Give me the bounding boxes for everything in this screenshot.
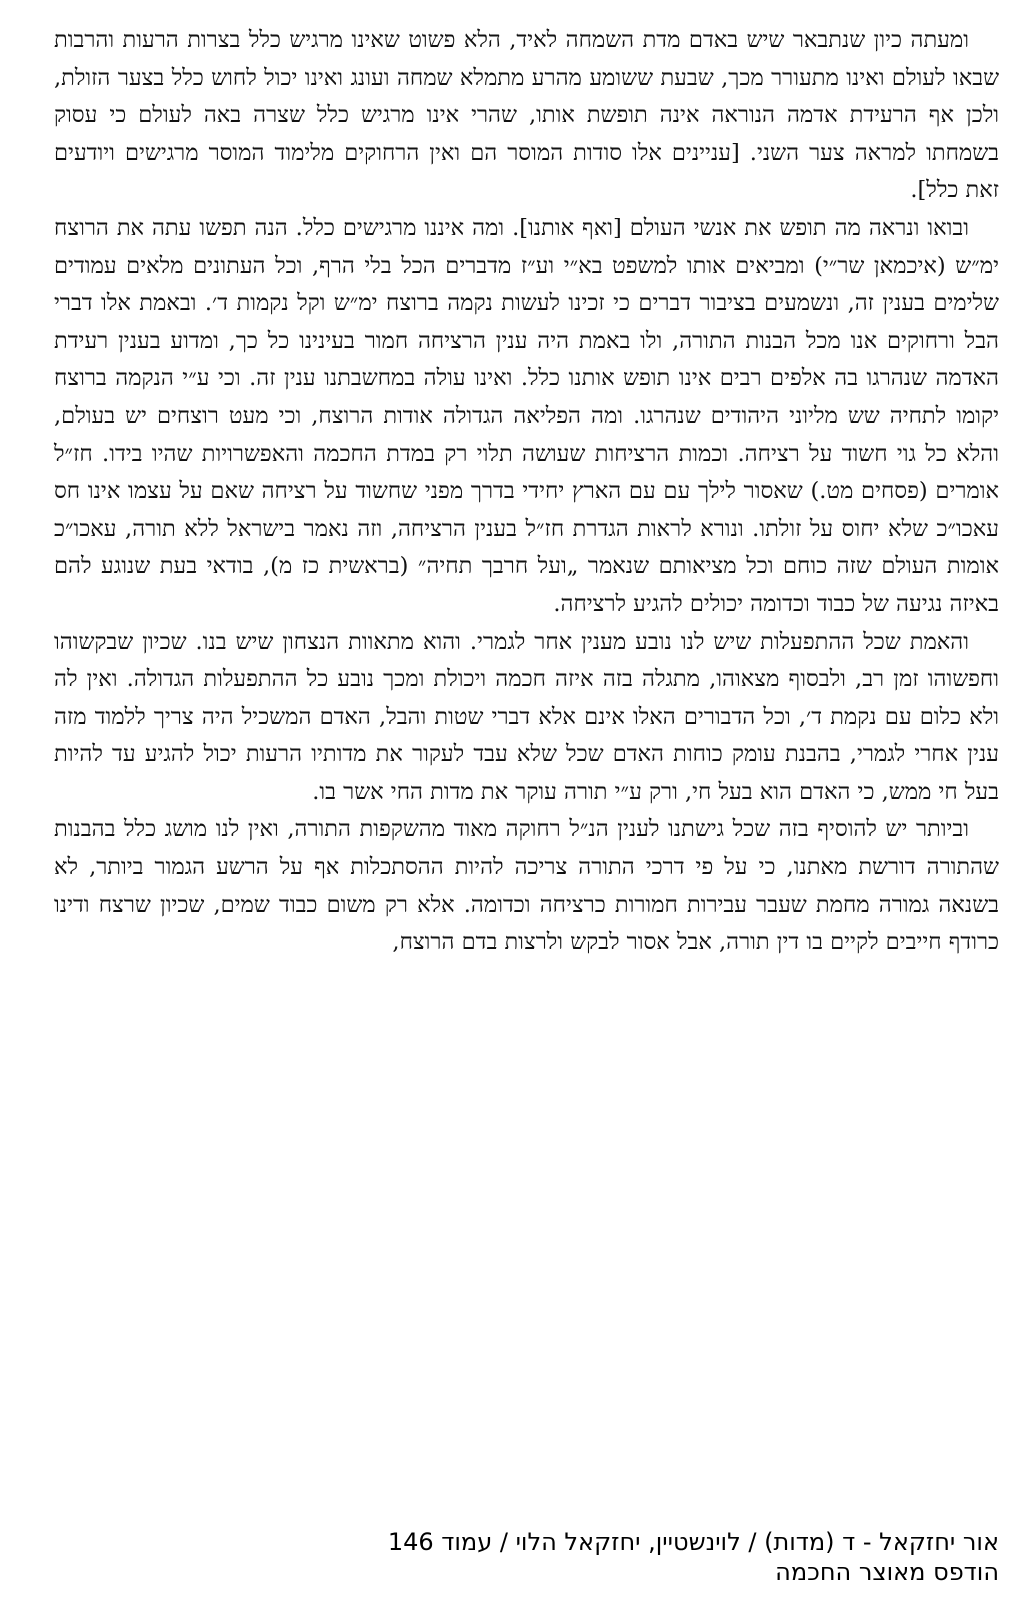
paragraph-text: ובואו ונראה מה תופש את אנשי העולם [ואף אותנו]. ומה איננו מרגישים כלל. הנה תפשו עתה את הרוצח ימ״ש (איכמאן שר״י) ומביאים אותו למשפט בא״י וע״ז מדברים הכל בלי הרף, וכל העתונים מלאים עמודים שלימים בענין זה, ונשמעים בציבור דברים כי זכינו לעשות נקמה ברוצח ימ״ש וקל נקמות ד׳. ובאמת אלו דברי הבל ורחוקים אנו מכל הבנות התורה, ולו באמת היה ענין הרציחה חמור בעינינו כל כך, ומדוע בענין רעידת האדמה שנהרגו בה אלפים רבים אינו תופש אותנו כלל. ואינו עולה במחשבתנו ענין זה. וכי ע״י הנקמה ברוצח יקומו לתחיה שש מליוני היהודים שנהרגו. ומה הפליאה הגדולה אודות הרוצח, וכי מעט רוצחים יש בעולם, והלא כל גוי חשוד על רציחה. וכמות הרציחות שעושה תלוי רק במדת החכמה והאפשרויות שהיו בידו. חז״ל אומרים (פסחים מט.) שאסור לילך עם עם הארץ יחידי בדרך מפני שחשוד על רציחה שאם על עצמו אינו חס עאכו״כ שלא יחוס על זולתו. ונורא לראות הגדרת חז״ל בענין הרציחה, וזה נאמר בישראל ללא תורה, עאכו״כ אומות העולם שזה כוחם וכל מציאותם שנאמר „ועל חרבך תחיה״ (בראשית כז מ), בודאי בעת שנוגע להם באיזה נגיעה של כבוד וכדומה יכולים להגיע לרציחה. [54,214,999,617]
paragraph-1 [54,22,999,210]
page-body [54,22,999,962]
page-footer [250,1527,999,1587]
paragraph-text: וביותר יש להוסיף בזה שכל גישתנו לענין הנ״ל רחוקה מאוד מהשקפות התורה, ואין לנו מושג כלל בהבנות שהתורה דורשת מאתנו, כי על פי דרכי התורה צריכה להיות ההסתכלות אף על הרשע הגמור ביותר, לא בשנאה גמורה מחמת שעבר עבירות חמורות כרציחה וכדומה. אלא רק משום כבוד שמים, שכיון שרצח ודינו כרודף חייבים לקיים בו דין תורה, אבל אסור לבקש ולרצות בדם הרוצח, [54,816,999,956]
paragraph-2 [54,210,999,624]
paragraph-4 [54,811,999,961]
paragraph-text: ומעתה כיון שנתבאר שיש באדם מדת השמחה לאיד, הלא פשוט שאינו מרגיש כלל בצרות הרעות והרבות שבאו לעולם ואינו מתעורר מכך, שבעת ששומע מהרע מתמלא שמחה ועונג ואינו יכול לחוש כלל בצער הזולת, ולכן אף הרעידת אדמה הנוראה אינה תופשת אותו, שהרי אינו מרגיש כלל שצרה באה לעולם כי עסוק בשמחתו למראה צער השני. [עניינים אלו סודות המוסר הם ואין הרחוקים מלימוד המוסר מרגישים ויודעים זאת כלל]. [54,27,999,204]
footer-source-line: אור יחזקאל - ד (מדות) / לוינשטיין, יחזקאל הלוי / עמוד 146 [387,1528,999,1556]
paragraph-text: והאמת שכל ההתפעלות שיש לנו נובע מענין אחר לגמרי. והוא מתאוות הנצחון שיש בנו. שכיון שבקשוהו וחפשוהו זמן רב, ולבסוף מצאוהו, מתגלה בזה איזה חכמה ויכולת ומכך נובע כל ההתפעלות הגדולה. ואין לה ולא כלום עם נקמת ד׳, וכל הדבורים האלו אינם אלא דברי שטות והבל, האדם המשכיל היה צריך ללמוד מזה ענין אחרי לגמרי, בהבנת עומק כוחות האדם שכל שלא עבד לעקור את מדותיו הרעות יכול להגיע עד להיות בעל חי ממש, כי האדם הוא בעל חי, ורק ע״י תורה עוקר את מדות החי אשר בו. [54,628,999,805]
footer-printed-from: הודפס מאוצר החכמה [775,1558,999,1586]
paragraph-3 [54,624,999,812]
